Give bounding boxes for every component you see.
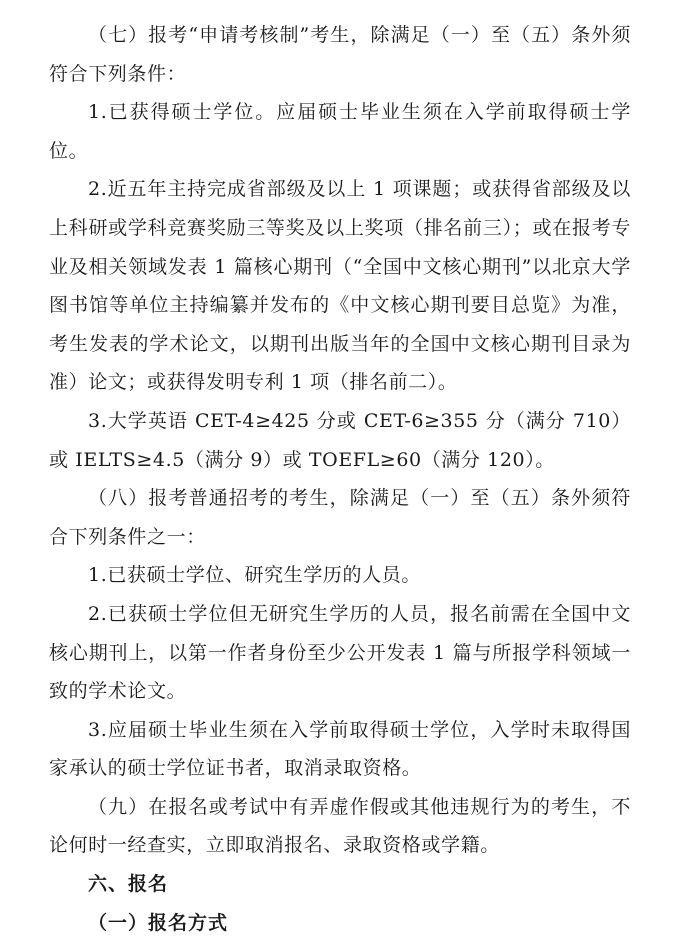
paragraph-7-item-1: 1.已获得硕士学位。应届硕士毕业生须在入学前取得硕士学位。 (49, 101, 631, 162)
paragraph-8-item-3: 3.应届硕士毕业生须在入学前取得硕士学位，入学时未取得国家承认的硕士学位证书者，取消录取资格。 (49, 718, 631, 780)
subsection-heading: （一）报名方式 (88, 911, 229, 934)
paragraph-7-item-3: 3.大学英语 CET-4≥425 分或 CET-6≥355 分（满分 710）或 IELTS≥4.5（满分 9）或 TOEFL≥60（满分 120）。 (49, 409, 631, 471)
paragraph-8-item-2: 2.已获硕士学位但无研究生学历的人员，报名前需在全国中文核心期刊上，以第一作者身份至少公开发表 1 篇与所报学科领域一致的学术论文。 (49, 602, 631, 703)
paragraph-qualification-8: （八）报考普通招考的考生，除满足（一）至（五）条外须符合下列条件之一： (49, 487, 631, 548)
section-heading: 六、报名 (88, 873, 169, 896)
paragraph-qualification-9: （九）在报名或考试中有弄虚作假或其他违规行为的考生，不论何时一经查实，立即取消报名、录取资格或学籍。 (49, 795, 631, 857)
paragraph-8-item-1: 1.已获硕士学位、研究生学历的人员。 (88, 564, 421, 587)
paragraph-qualification-7: （七）报考“申请考核制”考生，除满足（一）至（五）条外须符合下列条件： (49, 24, 631, 85)
paragraph-7-item-2: 2.近五年主持完成省部级及以上 1 项课题；或获得省部级及以上科研或学科竞赛奖励三等奖及以上奖项（排名前三）；或在报考专业及相关领域发表 1 篇核心期刊（“全国中文核心期刊”以北京大学图书馆等单位主持编纂并发布的《中文核心期刊要目总览》为准，考生发表的学术论文，以期刊出版当年的全国中文核心期刊目录为准）论文；或获得发明专利 1 项（排名前二）。 (49, 178, 631, 394)
